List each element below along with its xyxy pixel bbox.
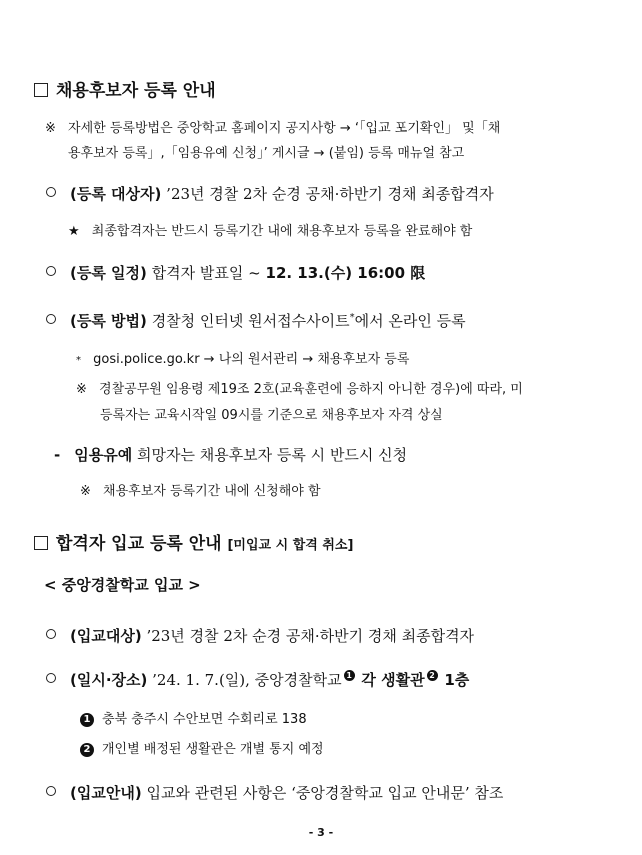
url-text: gosi.police.go.kr → 나의 원서관리 → 채용후보자 등록	[93, 352, 410, 367]
rule-text: 경찰공무원 임용령 제19조 2호(교육훈련에 응하지 아니한 경우)에 따라, 미	[99, 382, 523, 397]
item-label: (등록 일정)	[70, 264, 147, 282]
section-heading-registration	[34, 76, 216, 101]
circle-bullet-icon	[46, 786, 56, 796]
star-icon: ★	[68, 224, 80, 239]
footnote-number-2: 2	[427, 670, 438, 681]
registration-schedule-item	[46, 262, 425, 283]
page-number: - 3 -	[308, 826, 334, 839]
item-text: ’23년 경찰 2차 순경 공채·하반기 경채 최종합격자	[166, 185, 494, 203]
item-label: (입교대상)	[70, 627, 142, 645]
item-text: 희망자는 채용후보자 등록 시 반드시 신청	[136, 446, 408, 464]
dormitory-note	[80, 738, 324, 757]
circle-bullet-icon	[46, 187, 56, 197]
address-text: 충북 충주시 수안보면 수회리로 138	[102, 712, 307, 727]
section-title: 합격자 입교 등록 안내	[56, 534, 222, 554]
admission-target-item	[46, 625, 474, 646]
section-title-suffix: [미입교 시 합격 취소]	[227, 538, 354, 553]
note-mark: ※	[76, 382, 87, 397]
section-heading-admission	[34, 529, 353, 554]
circle-bullet-icon	[46, 629, 56, 639]
square-bullet-icon	[34, 83, 48, 97]
number-one-icon: 1	[80, 713, 94, 727]
deferment-note	[80, 480, 321, 499]
note-text: 자세한 등록방법은 중앙학교 홈페이지 공지사항 → ‘「입교 포기확인」 및「채	[68, 121, 501, 136]
note-line-continued: 용후보자 등록」,「임용유예 신청」’ 게시글 → (붙임) 등록 매뉴얼 참고	[68, 146, 465, 161]
note-mark: ※	[80, 484, 91, 499]
dormitory-text: 각 생활관	[361, 671, 425, 689]
registration-target-item	[46, 183, 494, 204]
circle-bullet-icon	[46, 266, 56, 276]
item-text: ’23년 경찰 2차 순경 공채·하반기 경채 최종합격자	[146, 627, 475, 645]
item-text-end: 에서 온라인 등록	[354, 312, 466, 330]
circle-bullet-icon	[46, 314, 56, 324]
rule-note	[76, 378, 523, 397]
sub-heading: < 중앙경찰학교 입교 >	[44, 576, 201, 594]
square-bullet-icon	[34, 536, 48, 550]
item-text: 경찰청 인터넷 원서접수사이트	[151, 312, 350, 330]
url-note	[76, 348, 409, 367]
admission-place-item	[46, 669, 469, 690]
item-label: 임용유예	[74, 446, 133, 464]
item-label: (입교안내)	[70, 784, 142, 802]
admission-guide-item	[46, 782, 503, 803]
item-text: 합격자 발표일 ~	[151, 264, 261, 282]
item-label: (일시·장소)	[70, 671, 148, 689]
floor-text: 1층	[444, 671, 470, 689]
item-text: 입교와 관련된 사항은 ‘중앙경찰학교 입교 안내문’ 참조	[146, 784, 504, 802]
item-label: (등록 방법)	[70, 312, 147, 330]
star-note	[68, 220, 472, 239]
note-text: 채용후보자 등록기간 내에 신청해야 함	[103, 484, 321, 499]
circle-bullet-icon	[46, 673, 56, 683]
registration-method-item	[46, 310, 466, 331]
item-label: (등록 대상자)	[70, 185, 162, 203]
address-note	[80, 708, 307, 727]
deferment-item	[54, 444, 407, 465]
footnote-mark: *	[76, 355, 81, 366]
number-two-icon: 2	[80, 743, 94, 757]
dash-bullet: -	[54, 446, 61, 464]
schedule-deadline: 12. 13.(수) 16:00 限	[265, 264, 426, 282]
note-line	[45, 117, 500, 136]
note-mark: ※	[45, 121, 56, 136]
rule-note-continued: 등록자는 교육시작일 09시를 기준으로 채용후보자 자격 상실	[100, 408, 443, 423]
section-title: 채용후보자 등록 안내	[56, 81, 216, 101]
dormitory-note-text: 개인별 배정된 생활관은 개별 통지 예정	[102, 742, 324, 757]
footnote-mark: *	[349, 312, 355, 323]
star-text: 최종합격자는 반드시 등록기간 내에 채용후보자 등록을 완료해야 함	[91, 224, 473, 239]
footnote-number-1: 1	[344, 670, 355, 681]
item-text: ’24. 1. 7.(일), 중앙경찰학교	[152, 671, 342, 689]
